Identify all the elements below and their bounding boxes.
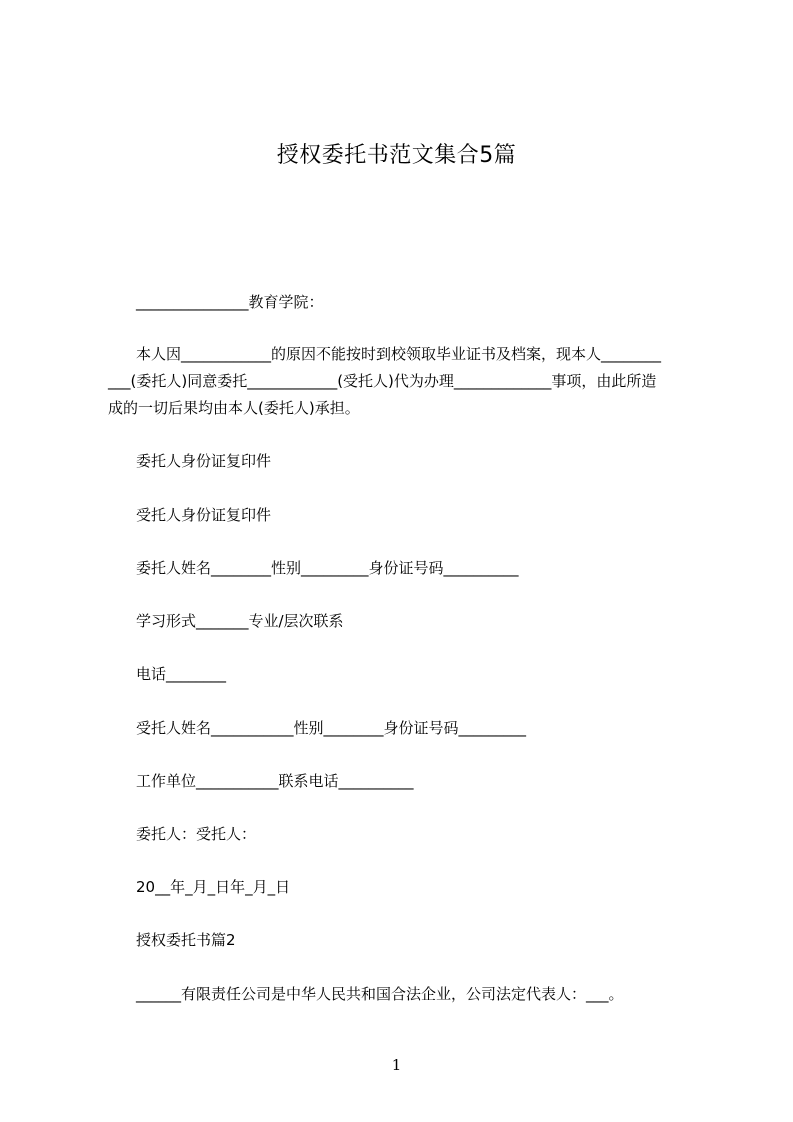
section-2-title: 授权委托书篇2 <box>136 931 236 949</box>
trustee-id-copy-line: 受托人身份证复印件 <box>136 506 272 524</box>
phone-line: 电话________ <box>136 665 227 683</box>
school-line: _______________教育学院： <box>136 293 324 311</box>
paragraph-reason-line-2: ___(委托人)同意委托____________(受托人)代为办理_____________事项，由此所造 <box>108 372 657 390</box>
paragraph-reason-line-3: 成的一切后果均由本人(委托人)承担。 <box>108 399 360 417</box>
entrustor-id-copy-line: 委托人身份证复印件 <box>136 452 272 470</box>
section-2-line-1: ______有限责任公司是中华人民共和国合法企业，公司法定代表人：___。 <box>136 985 624 1003</box>
document-title: 授权委托书范文集合5篇 <box>276 143 517 168</box>
paragraph-reason <box>108 344 708 424</box>
study-form-line: 学习形式_______专业/层次联系 <box>136 612 344 630</box>
paragraph-reason-line-1: 本人因____________的原因不能按时到校领取毕业证书及档案，现本人________ <box>136 345 662 363</box>
trustee-info-line: 受托人姓名___________性别________身份证号码_________ <box>136 719 527 737</box>
work-unit-line: 工作单位___________联系电话__________ <box>136 772 414 790</box>
signatures-line: 委托人：受托人： <box>136 825 257 843</box>
page-number: 1 <box>391 1056 402 1074</box>
date-line: 20__年_月_日年_月_日 <box>136 878 291 896</box>
entrustor-info-line: 委托人姓名________性别_________身份证号码__________ <box>136 559 519 577</box>
